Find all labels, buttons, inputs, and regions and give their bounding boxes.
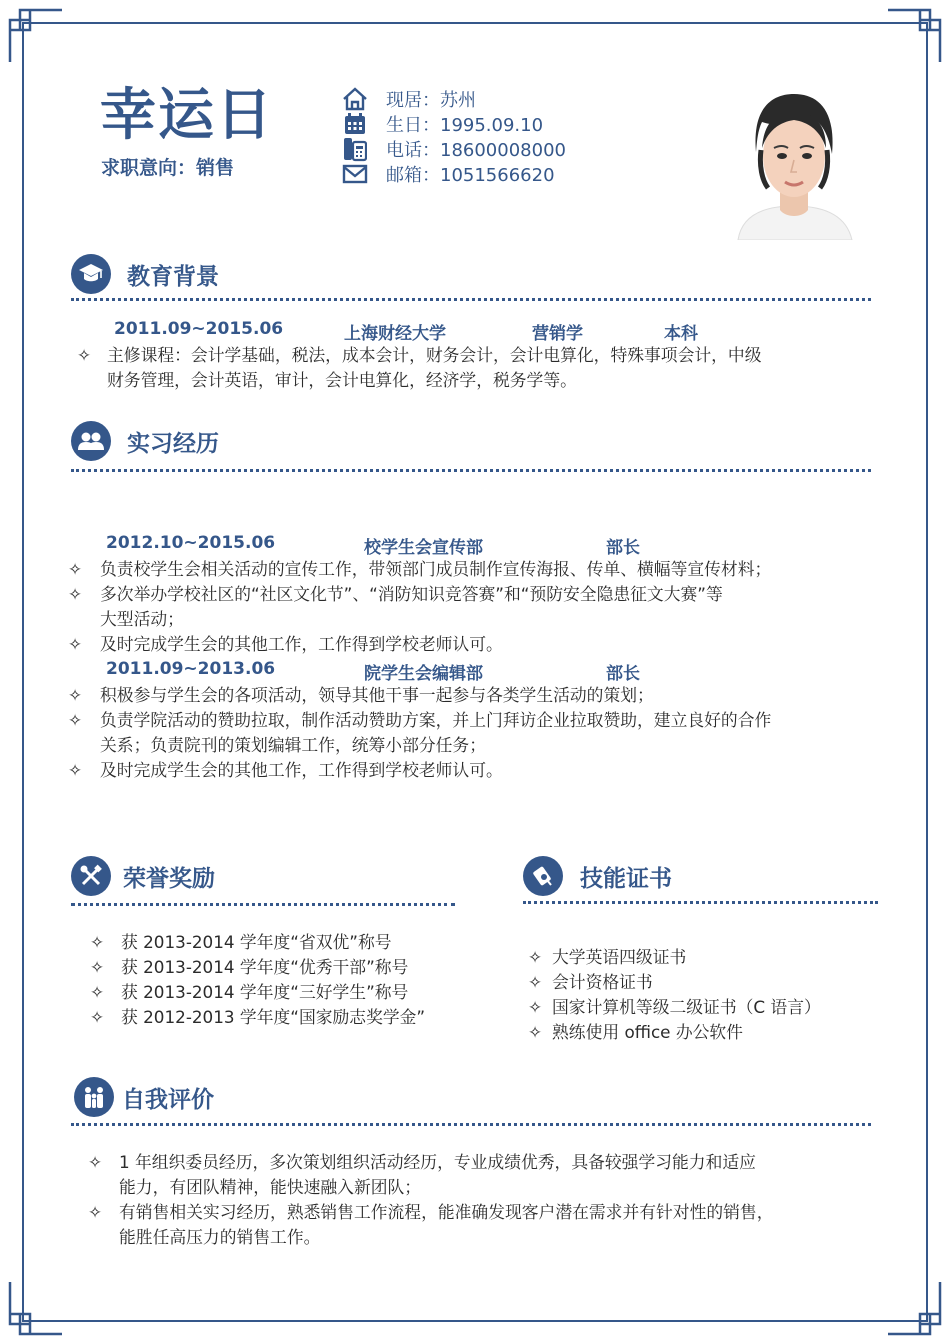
job-intent: 求职意向：销售 — [101, 157, 235, 179]
list-item: ✧ 1 年组织委员经历，多次策划组织活动经历，专业成绩优秀，具备较强学习能力和适应 能力，有团队精神，能快速融入新团队； — [88, 1152, 756, 1197]
section-title: 技能证书 — [580, 865, 672, 892]
bullet-icon: ✧ — [90, 932, 105, 952]
mail-icon — [340, 161, 370, 186]
bullet-icon: ✧ — [77, 345, 92, 365]
list-item: ✧ 会计资格证书 — [528, 970, 908, 995]
contact-phone: 电话：18600008000 — [340, 136, 566, 161]
tools-icon — [71, 856, 111, 896]
section-honors — [71, 856, 215, 896]
section-divider — [71, 903, 455, 906]
bullet-icon: ✧ — [68, 760, 83, 780]
team-icon — [71, 421, 111, 461]
profile-photo — [728, 90, 860, 240]
section-divider — [71, 1123, 871, 1126]
bullet-icon: ✧ — [68, 584, 83, 604]
list-item: ✧ 有销售相关实习经历，熟悉销售工作流程，能准确发现客户潜在需求并有针对性的销售， 能胜任高压力的销售工作。 — [88, 1202, 774, 1247]
education-degree: 本科 — [664, 324, 698, 344]
list-item: ✧ 主修课程：会计学基础，税法，成本会计，财务会计，会计电算化，特殊事项会计，中级 财务管理，会计英语，审计，会计电算化，经济学，税务学等。 — [77, 345, 762, 390]
section-divider — [71, 298, 871, 301]
corner-ornament — [8, 8, 64, 64]
list-item: ✧ 获 2013-2014 学年度“优秀干部”称号 — [90, 955, 510, 980]
list-item: ✧ 获 2013-2014 学年度“省双优”称号 — [90, 930, 510, 955]
bullet-icon: ✧ — [88, 1202, 103, 1222]
education-school: 上海财经大学 — [344, 324, 446, 344]
section-self-evaluation — [74, 1077, 214, 1117]
section-divider — [523, 901, 878, 904]
bullet-icon: ✧ — [528, 972, 543, 992]
list-item: ✧ 获 2013-2014 学年度“三好学生”称号 — [90, 980, 510, 1005]
calendar-icon — [340, 111, 370, 136]
bullet-icon: ✧ — [68, 710, 83, 730]
bullet-icon: ✧ — [68, 559, 83, 579]
list-item: ✧ 及时完成学生会的其他工作，工作得到学校老师认可。 — [68, 632, 878, 657]
section-internship — [71, 421, 219, 461]
corner-ornament — [886, 1280, 942, 1336]
section-title: 实习经历 — [127, 430, 219, 457]
section-title: 荣誉奖励 — [123, 865, 215, 892]
section-skills — [523, 856, 672, 896]
section-education — [71, 254, 219, 294]
list-item: ✧ 熟练使用 office 办公软件 — [528, 1020, 908, 1045]
list-item: ✧ 大学英语四级证书 — [528, 945, 908, 970]
list-item: ✧ 积极参与学生会的各项活动，领导其他干事一起参与各类学生活动的策划； — [68, 683, 878, 708]
home-icon — [340, 86, 370, 111]
section-divider — [71, 469, 871, 472]
education-period: 2011.09~2015.06 — [114, 319, 284, 339]
list-item: ✧ 负责学院活动的赞助拉取，制作活动赞助方案，并上门拜访企业拉取赞助，建立良好的合作 关系；负责院刊的策划编辑工作，统筹小部分任务； — [68, 710, 772, 755]
graduation-cap-icon — [71, 254, 111, 294]
candidate-name: 幸运日 — [100, 83, 274, 148]
certificate-icon — [523, 856, 563, 896]
bullet-icon: ✧ — [528, 997, 543, 1017]
bullet-icon: ✧ — [90, 1007, 105, 1027]
section-title: 自我评价 — [122, 1086, 214, 1113]
education-major: 营销学 — [532, 324, 583, 344]
bullet-icon: ✧ — [68, 634, 83, 654]
bullet-icon: ✧ — [88, 1152, 103, 1172]
section-title: 教育背景 — [127, 263, 219, 290]
phone-icon — [340, 136, 370, 161]
list-item: ✧ 及时完成学生会的其他工作，工作得到学校老师认可。 — [68, 758, 878, 783]
people-icon — [74, 1077, 114, 1117]
list-item: ✧ 获 2012-2013 学年度“国家励志奖学金” — [90, 1005, 510, 1030]
list-item: ✧ 负责校学生会相关活动的宣传工作，带领部门成员制作宣传海报、传单、横幅等宣传材料； — [68, 557, 878, 582]
corner-ornament — [8, 1280, 64, 1336]
bullet-icon: ✧ — [68, 685, 83, 705]
bullet-icon: ✧ — [90, 957, 105, 977]
list-item: ✧ 多次举办学校社区的“社区文化节”、“消防知识竞答赛”和“预防安全隐患征文大赛”等 大型活动； — [68, 584, 723, 629]
bullet-icon: ✧ — [528, 947, 543, 967]
contact-birthday: 生日：1995.09.10 — [340, 111, 566, 136]
contact-email: 邮箱：1051566620 — [340, 161, 566, 186]
bullet-icon: ✧ — [528, 1022, 543, 1042]
list-item: ✧ 国家计算机等级二级证书（C 语言） — [528, 995, 908, 1020]
corner-ornament — [886, 8, 942, 64]
contact-info — [340, 86, 566, 186]
bullet-icon: ✧ — [90, 982, 105, 1002]
contact-residence: 现居：苏州 — [340, 86, 566, 111]
